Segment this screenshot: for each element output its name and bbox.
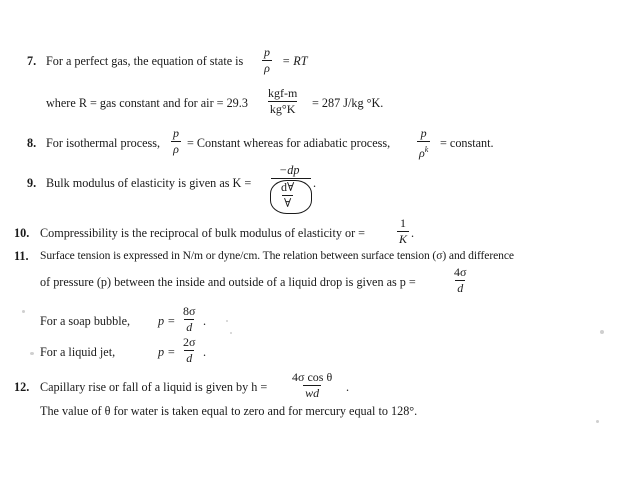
item-11-bubble-label: For a soap bubble, <box>40 314 131 328</box>
item-7-unit-num: kgf-m <box>268 86 298 100</box>
item-7-frac-den: ρ <box>264 61 270 75</box>
item-11-jet-den: d <box>186 351 193 365</box>
item-11-drop-num: 4σ <box>454 265 467 279</box>
scan-speck <box>226 320 228 322</box>
item-7-unit-den: kg°K <box>269 102 296 116</box>
item-12-tail: . <box>346 380 350 394</box>
item-11-bubble-num: 8σ <box>183 304 196 318</box>
item-7-unit-fraction <box>266 87 299 116</box>
item-9-fraction-bar <box>271 178 311 179</box>
item-7-tail: = 287 J/kg °K. <box>312 96 384 110</box>
item-11-jet-fraction <box>181 336 197 365</box>
item-8-frac1-num: p <box>173 126 179 140</box>
scan-speck <box>596 420 599 423</box>
item-12-line-2: The value of θ for water is taken equal to zero and for mercury equal to 128°. <box>40 404 418 418</box>
item-9-inner-fraction <box>279 181 296 210</box>
scan-speck <box>30 352 34 355</box>
item-9-numerator: −dp <box>279 163 300 177</box>
item-10-frac-den: K <box>399 232 408 246</box>
item-7-where-text: where R = gas constant and for air = 29.3 <box>46 96 248 110</box>
item-11-jet-tail: . <box>203 345 207 359</box>
item-7-number: 7. <box>27 54 37 68</box>
item-8-frac1-den: ρ <box>173 142 179 156</box>
item-10-fraction <box>397 217 409 246</box>
item-7-frac-num: p <box>264 45 270 59</box>
item-11-jet-p: p = <box>158 345 176 359</box>
item-11-bubble-p: p = <box>158 314 176 328</box>
item-11-bubble-den: d <box>186 320 193 334</box>
item-8-middle-text: = Constant whereas for adiabatic process, <box>187 136 391 150</box>
item-10-text: Compressibility is the reciprocal of bulk modulus of elasticity or = <box>40 226 366 240</box>
item-12-number: 12. <box>14 380 30 394</box>
item-8-tail: = constant. <box>440 136 494 150</box>
item-12-text: Capillary rise or fall of a liquid is given by h = <box>40 380 268 394</box>
item-8-frac2-den <box>417 141 430 160</box>
item-10-tail: . <box>411 226 415 240</box>
item-10-number: 10. <box>14 226 30 240</box>
item-11-drop-den: d <box>457 281 464 295</box>
item-10-frac-num: 1 <box>400 216 406 230</box>
item-9-tail: . <box>313 176 317 190</box>
item-11-bubble-fraction <box>181 305 197 334</box>
item-11-bubble-tail: . <box>203 314 207 328</box>
item-11-drop-fraction <box>452 266 468 295</box>
item-12-frac-num: 4σ cos θ <box>292 370 333 384</box>
item-9-inner-den: ∀ <box>284 196 292 210</box>
item-9-number: 9. <box>27 176 37 190</box>
item-8-frac2-den-base: ρ <box>419 146 425 160</box>
scan-speck <box>600 330 604 334</box>
item-7-fraction <box>262 46 272 75</box>
item-8-fraction-1 <box>171 127 181 156</box>
item-11-number: 11. <box>14 249 29 263</box>
item-11-line-1: Surface tension is expressed in N/m or dyne/cm. The relation between surface tension (σ) and difference <box>40 249 514 262</box>
item-11-line-2: of pressure (p) between the inside and outside of a liquid drop is given as p = <box>40 275 416 289</box>
item-8-frac2-num: p <box>420 126 427 140</box>
item-8-frac2-exponent: k <box>424 145 429 154</box>
item-9-inner-num: d∀ <box>281 180 295 194</box>
item-11-jet-num: 2σ <box>183 335 196 349</box>
scan-speck <box>22 310 25 313</box>
item-7-rhs: = RT <box>282 54 308 68</box>
item-8-number: 8. <box>27 136 37 150</box>
item-8-fraction-2 <box>417 127 430 160</box>
item-12-frac-den: wd <box>305 386 320 400</box>
scan-speck <box>230 332 232 334</box>
item-8-text: For isothermal process, <box>46 136 161 150</box>
item-11-jet-label: For a liquid jet, <box>40 345 116 359</box>
item-7-text: For a perfect gas, the equation of state is <box>46 54 244 68</box>
item-12-fraction <box>290 371 334 400</box>
item-9-text: Bulk modulus of elasticity is given as K = <box>46 176 252 190</box>
